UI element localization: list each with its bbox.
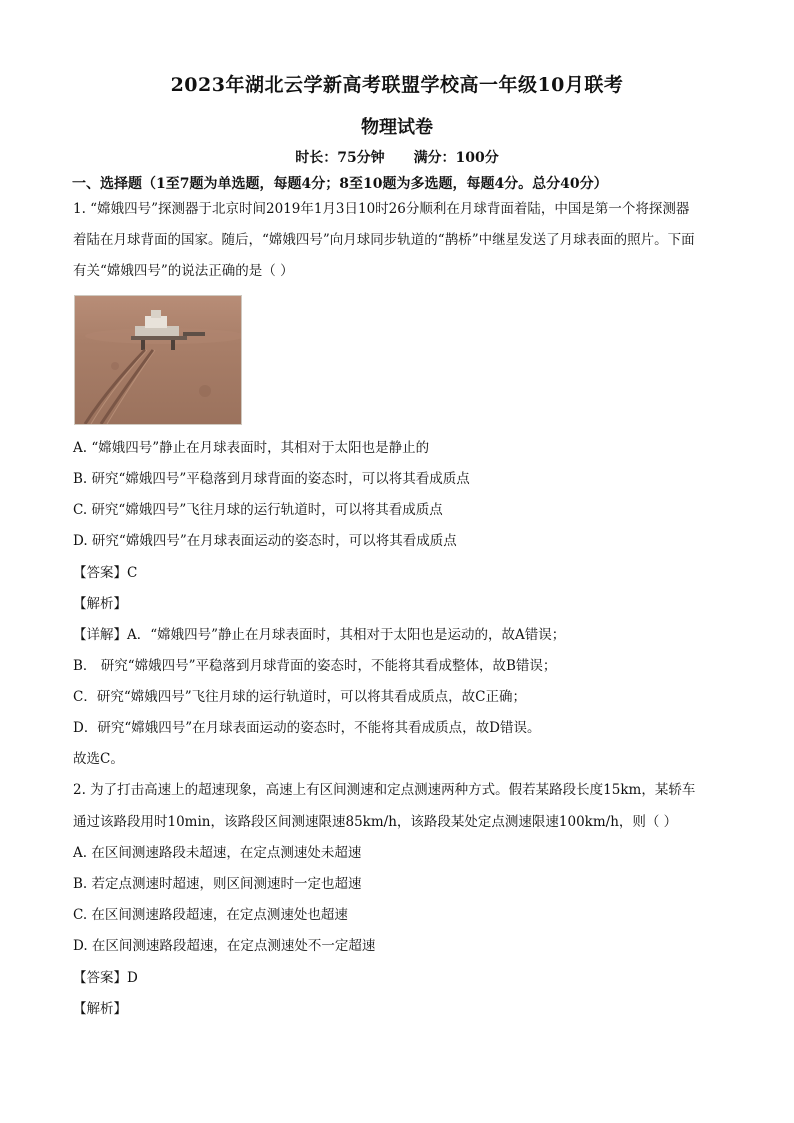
exam-duration: 时长：75分钟 — [295, 150, 385, 166]
q2-stem-line: 2. 为了打击高速上的超速现象，高速上有区间测速和定点测速两种方式。假若某路段长度15km，某轿车 — [73, 782, 696, 798]
q1-option-d: D. 研究“嫦娥四号”在月球表面运动的姿态时，可以将其看成质点 — [73, 533, 457, 549]
q1-stem-line: 着陆在月球背面的国家。随后，“嫦娥四号”向月球同步轨道的“鹊桥”中继星发送了月球表面的照片。下面 — [73, 232, 695, 248]
q1-option-c: C. 研究“嫦娥四号”飞往月球的运行轨道时，可以将其看成质点 — [73, 502, 443, 518]
exam-meta — [0, 147, 794, 167]
q1-analysis-label: 【解析】 — [73, 596, 127, 612]
q2-analysis-label: 【解析】 — [73, 1001, 127, 1017]
q1-option-a: A. “嫦娥四号”静止在月球表面时，其相对于太阳也是静止的 — [73, 440, 430, 456]
q1-detail-line: C．研究“嫦娥四号”飞往月球的运行轨道时，可以将其看成质点，故C正确； — [73, 689, 526, 705]
q1-answer: 【答案】C — [73, 565, 138, 581]
q1-detail-line: B． 研究“嫦娥四号”平稳落到月球背面的姿态时，不能将其看成整体，故B错误； — [73, 658, 557, 674]
q1-detail-line: 【详解】A．“嫦娥四号”静止在月球表面时，其相对于太阳也是运动的，故A错误； — [73, 627, 566, 643]
exam-title: 2023年湖北云学新高考联盟学校高一年级10月联考 — [170, 74, 624, 96]
section-heading: 一、选择题（1至7题为单选题，每题4分；8至10题为多选题，每题4分。总分40分） — [72, 176, 608, 192]
q2-answer: 【答案】D — [73, 970, 138, 986]
q1-conclusion: 故选C。 — [73, 751, 124, 767]
q2-option-a: A. 在区间测速路段未超速，在定点测速处未超速 — [73, 845, 362, 861]
q2-option-b: B. 若定点测速时超速，则区间测速时一定也超速 — [73, 876, 362, 892]
q1-stem-line: 有关“嫦娥四号”的说法正确的是（ ） — [73, 263, 294, 279]
lunar-rover-photo — [74, 295, 242, 425]
q1-option-b: B. 研究“嫦娥四号”平稳落到月球背面的姿态时，可以将其看成质点 — [73, 471, 470, 487]
exam-score: 满分：100分 — [413, 150, 499, 166]
q2-stem-line: 通过该路段用时10min，该路段区间测速限速85km/h，该路段某处定点测速限速100km/h，则（ ） — [73, 814, 678, 830]
exam-subject: 物理试卷 — [361, 117, 433, 138]
q1-detail-line: D．研究“嫦娥四号”在月球表面运动的姿态时，不能将其看成质点，故D错误。 — [73, 720, 541, 736]
q2-option-d: D. 在区间测速路段超速，在定点测速处不一定超速 — [73, 938, 376, 954]
q1-stem-line: 1. “嫦娥四号”探测器于北京时间2019年1月3日10时26分顺利在月球背面着陆，中国是第一个将探测器 — [73, 201, 690, 217]
q2-option-c: C. 在区间测速路段超速，在定点测速处也超速 — [73, 907, 348, 923]
